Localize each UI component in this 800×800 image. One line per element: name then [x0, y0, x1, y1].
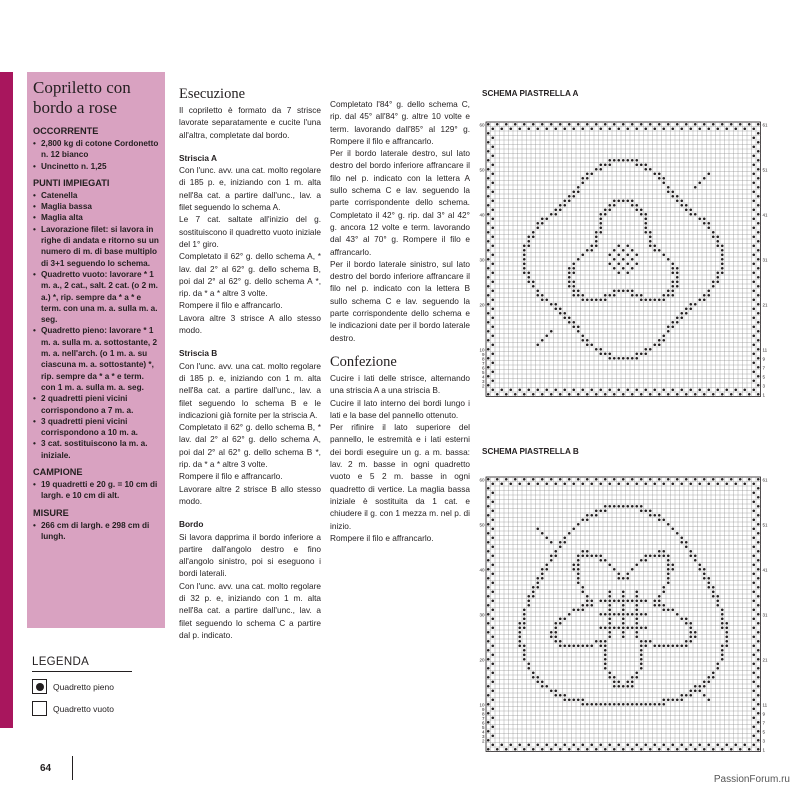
row-label: 4 [481, 374, 485, 380]
row-label: 5 [481, 370, 485, 375]
row-label: 50 [479, 522, 485, 528]
watermark: PassionForum.ru [713, 774, 790, 785]
row-label: 4 [481, 729, 485, 735]
row-label: 60 [479, 122, 485, 128]
row-label: 40 [479, 212, 485, 218]
row-label: 3 [762, 383, 766, 389]
legend-item-pieno [32, 679, 162, 694]
paragraph: Con l'unc. avv. una cat. molto regolare di 32 p. e, iniziando con 1 m. alta nell'8a cat. a partire dall'unc., lav. a filet seguendo lo schema C a partire dal p. indicato. [179, 580, 321, 640]
row-label: 9 [762, 711, 766, 717]
row-label: 6 [481, 720, 485, 726]
row-label: 1 [762, 392, 766, 398]
row-label: 20 [479, 657, 485, 663]
schema-b-chart [478, 473, 778, 765]
row-label: 9 [481, 352, 485, 357]
row-label: 5 [762, 374, 766, 380]
paragraph: Lavora altre 3 strisce A allo stesso modo. [179, 312, 321, 336]
legend [32, 656, 162, 716]
list-item: • 2 quadretti pieni vicini corrispondono a 7 m. a. [33, 393, 159, 416]
row-label: 31 [762, 257, 768, 263]
row-label: 3 [481, 379, 485, 384]
row-label: 8 [481, 711, 485, 717]
row-label: 20 [479, 302, 485, 308]
list-item: • Quadretto vuoto: lavorare * 1 m. a., 2 cat., salt. 2 cat. (o 2 m. a.) *, rip. sempre da * a * e term. con una m. a. sulla m. a. seg. [33, 269, 159, 325]
paragraph: Per il bordo laterale sinistro, sul lato destro del bordo inferiore affrancare il filo nel p. indicato con la lettera B sullo schema C e lav. seguendo la parte corrispondente dello schema e le indicazioni date per il bordo laterale destro. [330, 258, 470, 343]
list-item: • Catenella [33, 190, 159, 201]
page-number: 64 [40, 763, 52, 774]
list-item: • 266 cm di largh. e 298 cm di lungh. [33, 520, 159, 543]
list-item: • Quadretto pieno: lavorare * 1 m. a. sulla m. a. sottostante, 2 m. a. nell'arch. (o 1 m. a. su ciascuna m. a. sottostante) *, rip. sempre da * a * e term. con 1 m. a. sulla m. a. seg. [33, 325, 159, 393]
list-item: • 2,800 kg di cotone Cordonetto n. 12 bianco [33, 138, 159, 161]
paragraph: Si lavora dapprima il bordo inferiore a partire dall'angolo destro e fino all'angolo sinistro, poi si eseguono i bordi laterali. [179, 531, 321, 579]
subsection-title: Striscia B [179, 348, 218, 359]
legend-title: LEGENDA [32, 656, 132, 672]
empty-square-icon [32, 701, 47, 716]
paragraph: Con l'unc. avv. una cat. molto regolare di 185 p. e, iniziando con 1 m. alta nell'8a cat. a partire dall'unc., lav. a filet seguendo lo schema B e le indicazioni già fornite per la striscia A. [179, 360, 321, 420]
row-label: 41 [762, 567, 768, 573]
divider [72, 756, 73, 780]
row-label: 5 [762, 729, 766, 735]
row-label: 2 [481, 738, 485, 744]
instructions-column-1 [179, 86, 321, 641]
row-label: 31 [762, 612, 768, 618]
legend-label: Quadretto vuoto [53, 703, 114, 714]
row-label: 11 [762, 702, 768, 708]
row-label: 41 [762, 212, 768, 218]
subsection-title: Bordo [179, 519, 204, 530]
list-item: • Maglia alta [33, 212, 159, 223]
section-title: Esecuzione [179, 86, 246, 102]
row-label: 7 [481, 716, 485, 721]
row-label: 5 [481, 725, 485, 730]
row-label: 61 [762, 477, 768, 483]
row-label: 7 [481, 361, 485, 366]
row-label: 60 [479, 477, 485, 483]
row-label: 30 [479, 612, 485, 618]
paragraph: Cucire i lati delle strisce, alternando una striscia A a una striscia B. [330, 372, 470, 396]
row-label: 10 [479, 702, 485, 708]
row-label: 21 [762, 657, 768, 663]
accent-bar [0, 72, 13, 728]
row-label: 21 [762, 302, 768, 308]
row-label: 6 [481, 365, 485, 371]
paragraph: Il copriletto è formato da 7 strisce lavorate separatamente e cucite l'una all'altra, completate dal bordo. [179, 105, 321, 140]
occorrente-heading: OCCORRENTE [33, 126, 99, 136]
punti-list [33, 190, 159, 461]
paragraph: Completato il 62° g. dello schema A, * lav. dal 2° al 62° g. dello schema B, poi dal 2° al 62° g. dello schema A *, rip. da * a * altre 3 volte. [179, 251, 321, 299]
row-label: 11 [762, 347, 768, 353]
legend-label: Quadretto pieno [53, 681, 114, 692]
row-label: 9 [762, 356, 766, 362]
list-item: • 19 quadretti e 20 g. = 10 cm di largh. e 10 cm di alt. [33, 479, 159, 502]
paragraph: Cucire il lato interno dei bordi lungo i lati e la base del pannello ottenuto. [330, 397, 470, 420]
row-label: 8 [481, 356, 485, 362]
pattern-title [33, 78, 159, 118]
paragraph: Per il bordo laterale destro, sul lato destro del bordo inferiore affrancare il filo nel p. indicato con la lettera A sullo schema C e lav. seguendo la parte corrispondente dello schema. Completato il 42° g. rip. dal 3° al 42° g. ancora 12 volte e term. lavorando dal 43° al 70° g. Rompere il filo e affrancarlo. [330, 148, 470, 257]
row-label: 9 [481, 707, 485, 712]
row-label: 30 [479, 257, 485, 263]
paragraph: Per rifinire il lato superiore del pannello, le estremità e i lati esterni dei bordi eseguire un g. a m. bassa: lav. 2 m. basse in ogni quadretto vuoto e 5 2 m. basse in ogni quadretto di vertice. La maglia bassa iniziale è sostituita da 1 cat. e chiudere il g. con 1 mezza m. nel p. di inizio. [330, 422, 470, 531]
list-item: • Maglia bassa [33, 201, 159, 212]
row-label: 10 [479, 347, 485, 353]
paragraph: Completato l'84° g. dello schema C, rip. dal 45° all'84° g. altre 10 volte e term. lavorando dall'85° al 129° g. Rompere il filo e affrancarlo. [330, 99, 470, 146]
section-title: Confezione [330, 353, 397, 370]
row-label: 3 [762, 738, 766, 744]
schema-a-title: SCHEMA PIASTRELLA A [482, 89, 579, 98]
legend-item-vuoto [32, 701, 162, 716]
row-label: 7 [762, 365, 766, 371]
row-label: 61 [762, 122, 768, 128]
list-item: • 3 quadretti pieni vicini corrispondono a 10 m. a. [33, 416, 159, 439]
campione-heading: CAMPIONE [33, 467, 83, 478]
materials-panel [27, 72, 165, 628]
instructions-column-2 [330, 98, 470, 544]
title-line: Copriletto con [33, 78, 131, 97]
misure-list [33, 520, 159, 543]
list-item: • Uncinetto n. 1,25 [33, 161, 159, 172]
paragraph: Con l'unc. avv. una cat. molto regolare di 185 p. e, iniziando con 1 m. alta nell'8a cat. a partire dall'unc., lav. a filet seguendo lo schema A. [179, 165, 321, 213]
row-label: 7 [762, 720, 766, 726]
row-label: 40 [479, 567, 485, 573]
schema-b-title: SCHEMA PIASTRELLA B [482, 447, 579, 456]
row-label: 51 [762, 167, 768, 173]
campione-list [33, 479, 159, 502]
misure-heading: MISURE [33, 507, 69, 518]
paragraph: Completato il 62° g. dello schema B, * lav. dal 2° al 62° g. dello schema A, poi dal 2° al 62° g. dello schema B *, rip. da * a * altre 3 volte. [179, 422, 321, 470]
occorrente-list [33, 138, 159, 172]
row-label: 51 [762, 522, 768, 528]
list-item: • 3 cat. sostituiscono la m. a. iniziale. [33, 438, 159, 461]
subsection-title: Striscia A [179, 152, 217, 163]
title-line: bordo a rose [33, 98, 118, 117]
paragraph: Rompere il filo e affrancarlo. [330, 532, 434, 543]
row-label: 3 [481, 734, 485, 739]
paragraph: Le 7 cat. saltate all'inizio del g. sostituiscono il quadretto vuoto iniziale del 1° giro. [179, 214, 321, 249]
paragraph: Lavorare altre 2 strisce B allo stesso modo. [179, 483, 321, 506]
list-item: • Lavorazione filet: si lavora in righe di andata e ritorno su un numero di m. di base multiplo di 3+1 seguendo lo schema. [33, 224, 159, 269]
row-label: 2 [481, 383, 485, 389]
filled-square-icon [32, 679, 47, 694]
schema-a-chart [478, 118, 778, 410]
row-label: 50 [479, 167, 485, 173]
row-label: 1 [762, 747, 766, 753]
punti-heading: PUNTI IMPIEGATI [33, 177, 110, 188]
paragraph: Rompere il filo e affrancarlo. [179, 300, 283, 311]
paragraph: Rompere il filo e affrancarlo. [179, 471, 283, 482]
